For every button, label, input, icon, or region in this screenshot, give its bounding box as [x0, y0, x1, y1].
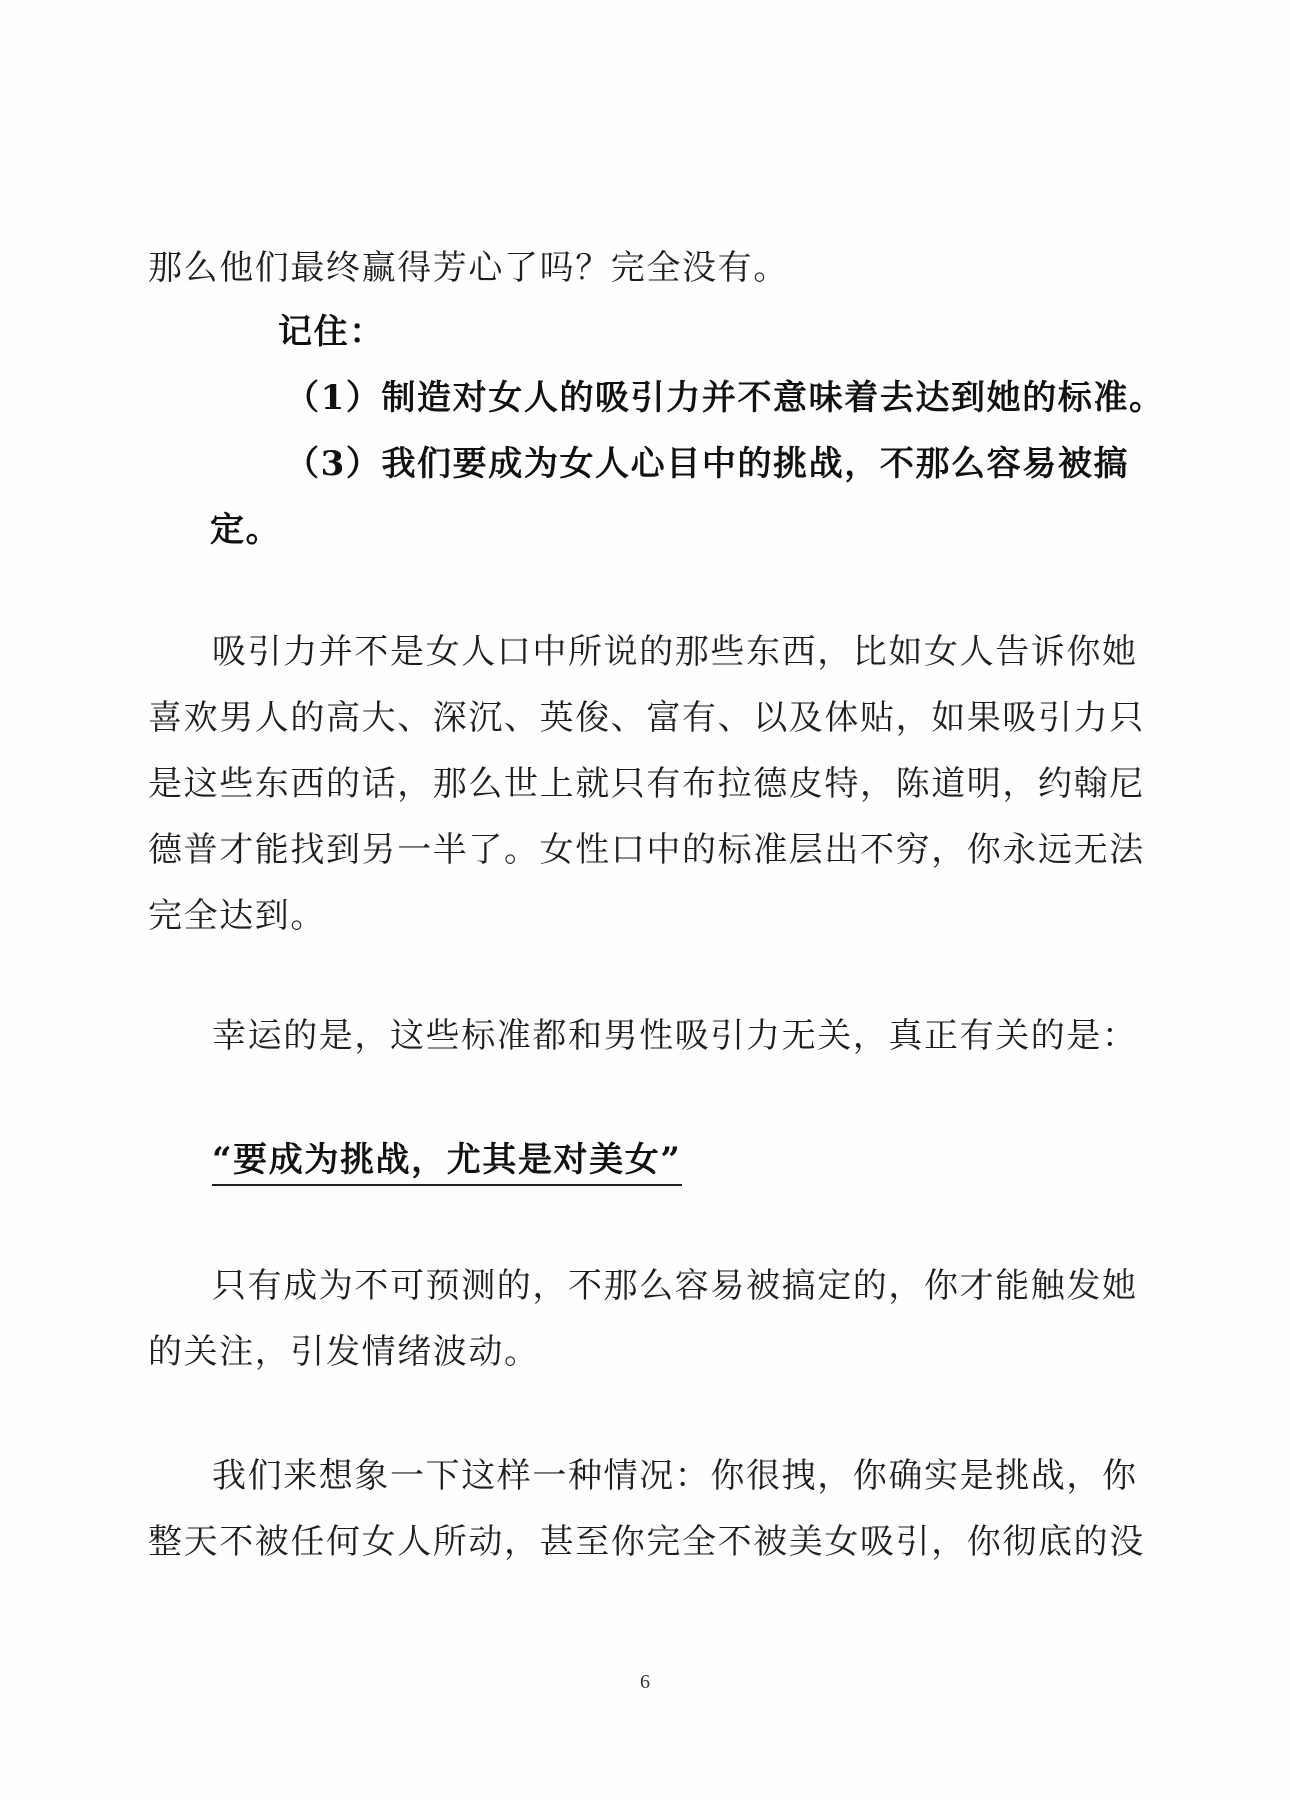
paragraph-line: 我们来想象一下这样一种情况：你很拽，你确实是挑战，你 [212, 1456, 1138, 1496]
paragraph-line: 是这些东西的话，那么世上就只有布拉德皮特，陈道明，约翰尼 [148, 764, 1145, 804]
paragraph-line: 完全达到。 [148, 896, 326, 936]
point-1: （1）制造对女人的吸引力并不意味着去达到她的标准。 [285, 378, 1165, 418]
paragraph-line: 整天不被任何女人所动，甚至你完全不被美女吸引，你彻底的没 [148, 1522, 1145, 1562]
point-3-line-1: （3）我们要成为女人心目中的挑战，不那么容易被搞 [285, 444, 1130, 484]
paragraph-line: 的关注，引发情绪波动。 [148, 1332, 540, 1372]
paragraph-line: 只有成为不可预测的，不那么容易被搞定的，你才能触发她 [212, 1266, 1138, 1306]
paragraph-line: 吸引力并不是女人口中所说的那些东西，比如女人告诉你她 [212, 632, 1138, 672]
point-3-line-2: 定。 [210, 510, 282, 550]
paragraph-line: 德普才能找到另一半了。女性口中的标准层出不穷，你永远无法 [148, 830, 1145, 870]
paragraph-line: 幸运的是，这些标准都和男性吸引力无关，真正有关的是： [212, 1016, 1138, 1056]
paragraph-line: 那么他们最终赢得芳心了吗？完全没有。 [148, 248, 789, 288]
paragraph-line: 喜欢男人的高大、深沉、英俊、富有、以及体贴，如果吸引力只 [148, 698, 1145, 738]
page-number: 6 [640, 1671, 650, 1693]
section-heading: “要成为挑战，尤其是对美女” [212, 1138, 682, 1186]
remember-label: 记住： [278, 312, 385, 352]
